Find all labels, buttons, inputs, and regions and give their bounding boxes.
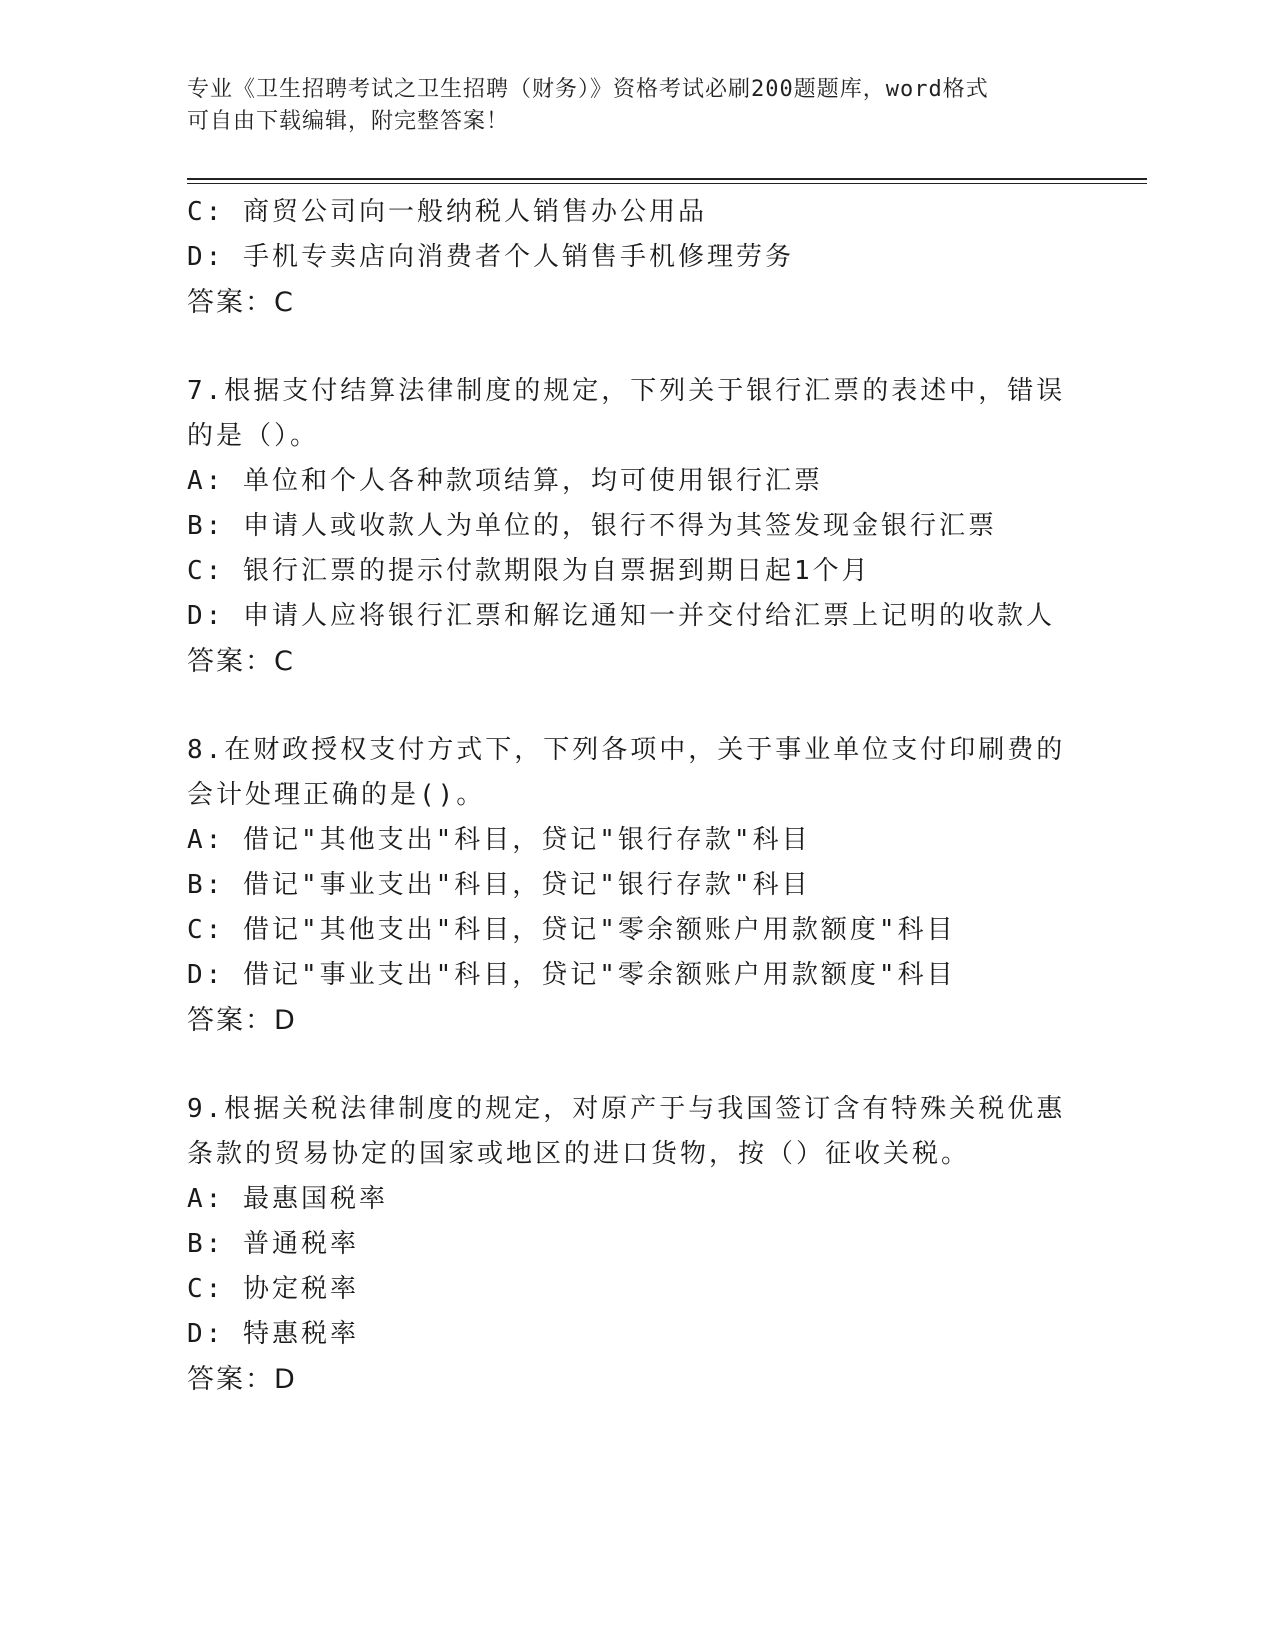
answer: 答案：C xyxy=(187,287,295,318)
question-stem-line-1: 8.在财政授权支付方式下，下列各项中，关于事业单位支付印刷费的 xyxy=(187,735,1066,765)
question-6-tail xyxy=(187,190,1067,325)
question-stem-line-2: 条款的贸易协定的国家或地区的进口货物，按（）征收关税。 xyxy=(187,1139,971,1169)
option-d: D: 借记"事业支出"科目，贷记"零余额账户用款额度"科目 xyxy=(187,960,956,990)
document-header xyxy=(187,74,1067,138)
option-b: B: 普通税率 xyxy=(187,1229,359,1259)
question-7 xyxy=(187,369,1067,684)
question-stem-line-1: 7.根据支付结算法律制度的规定，下列关于银行汇票的表述中，错误 xyxy=(187,376,1066,406)
option-a: A: 单位和个人各种款项结算，均可使用银行汇票 xyxy=(187,466,823,496)
header-divider xyxy=(187,178,1147,184)
option-d: D: 特惠税率 xyxy=(187,1319,359,1349)
question-stem-line-2: 会计处理正确的是()。 xyxy=(187,780,486,810)
option-c: C: 协定税率 xyxy=(187,1274,359,1304)
option-c: C: 银行汇票的提示付款期限为自票据到期日起1个月 xyxy=(187,556,871,586)
option-d: D: 申请人应将银行汇票和解讫通知一并交付给汇票上记明的收款人 xyxy=(187,601,1055,631)
spacer xyxy=(187,1043,1067,1087)
spacer xyxy=(187,684,1067,728)
option-c: C: 商贸公司向一般纳税人销售办公用品 xyxy=(187,197,707,227)
question-8 xyxy=(187,728,1067,1043)
answer: 答案：D xyxy=(187,1005,297,1036)
option-b: B: 借记"事业支出"科目，贷记"银行存款"科目 xyxy=(187,870,811,900)
option-a: A: 借记"其他支出"科目，贷记"银行存款"科目 xyxy=(187,825,811,855)
header-line-1: 专业《卫生招聘考试之卫生招聘（财务）》资格考试必刷200题题库，word格式 xyxy=(187,77,989,102)
question-9 xyxy=(187,1087,1067,1402)
answer: 答案：C xyxy=(187,646,295,677)
option-c: C: 借记"其他支出"科目，贷记"零余额账户用款额度"科目 xyxy=(187,915,956,945)
header-line-2: 可自由下载编辑，附完整答案！ xyxy=(187,109,510,134)
answer: 答案：D xyxy=(187,1364,297,1395)
question-stem-line-2: 的是（）。 xyxy=(187,421,320,451)
spacer xyxy=(187,325,1067,369)
option-a: A: 最惠国税率 xyxy=(187,1184,388,1214)
option-d: D: 手机专卖店向消费者个人销售手机修理劳务 xyxy=(187,242,794,272)
document-body xyxy=(187,190,1067,1402)
option-b: B: 申请人或收款人为单位的，银行不得为其签发现金银行汇票 xyxy=(187,511,997,541)
question-stem-line-1: 9.根据关税法律制度的规定，对原产于与我国签订含有特殊关税优惠 xyxy=(187,1094,1066,1124)
